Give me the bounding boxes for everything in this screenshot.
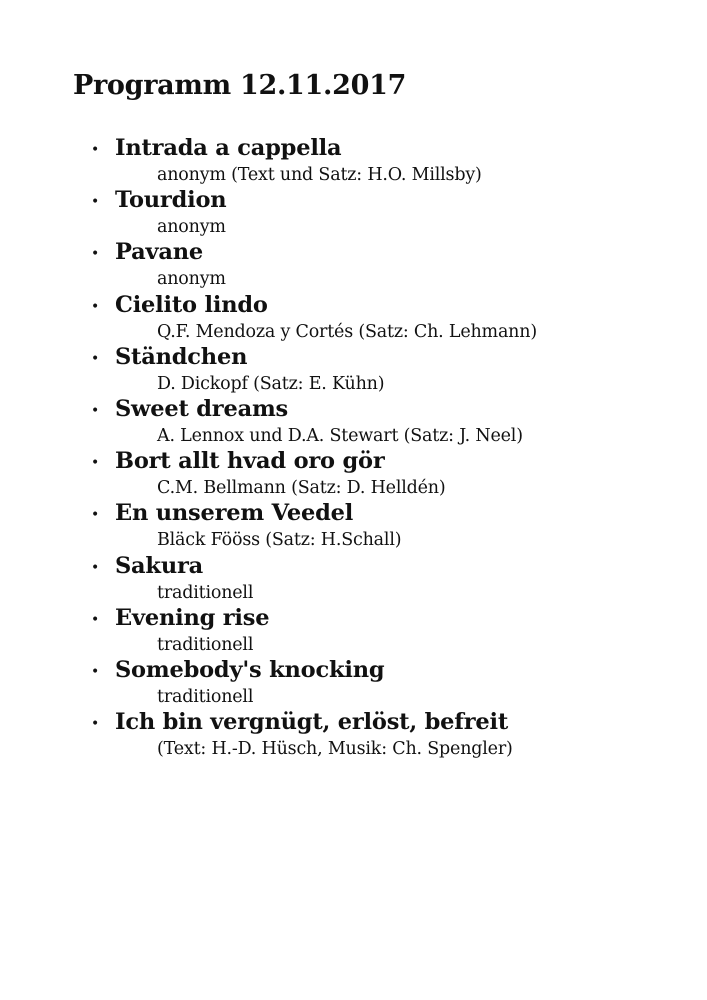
piece-composer: anonym [157, 269, 226, 290]
piece-composer: D. Dickopf (Satz: E. Kühn) [157, 373, 385, 394]
piece-composer: traditionell [157, 634, 254, 655]
program-item [0, 343, 707, 395]
piece-title: Ständchen [115, 343, 248, 370]
program-item [0, 708, 707, 760]
piece-title: Sakura [115, 552, 204, 579]
program-item [0, 186, 707, 238]
program-item [0, 238, 707, 290]
program-item [0, 656, 707, 708]
bullet-icon: • [91, 194, 100, 211]
piece-title: Cielito lindo [115, 291, 268, 318]
program-item [0, 291, 707, 343]
bullet-icon: • [91, 402, 100, 419]
piece-composer: C.M. Bellmann (Satz: D. Helldén) [157, 478, 446, 499]
bullet-icon: • [91, 611, 100, 628]
piece-composer: traditionell [157, 686, 254, 707]
bullet-icon: • [91, 298, 100, 315]
piece-title: Sweet dreams [115, 395, 289, 422]
program-list [0, 134, 707, 760]
bullet-icon: • [91, 455, 100, 472]
program-item [0, 395, 707, 447]
bullet-icon: • [91, 246, 100, 263]
piece-composer: (Text: H.-D. Hüsch, Musik: Ch. Spengler) [157, 739, 513, 760]
piece-title: Pavane [115, 239, 204, 266]
bullet-icon: • [91, 559, 100, 576]
bullet-icon: • [91, 663, 100, 680]
page-title: Programm 12.11.2017 [73, 70, 407, 101]
program-item [0, 499, 707, 551]
program-item [0, 604, 707, 656]
program-item [0, 134, 707, 186]
piece-title: En unserem Veedel [115, 500, 354, 527]
piece-composer: A. Lennox und D.A. Stewart (Satz: J. Neel) [157, 425, 523, 446]
piece-composer: anonym (Text und Satz: H.O. Millsby) [157, 165, 482, 185]
piece-title: Evening rise [115, 604, 270, 631]
bullet-icon: • [91, 507, 100, 524]
program-item [0, 447, 707, 499]
bullet-icon: • [91, 350, 100, 367]
piece-title: Ich bin vergnügt, erlöst, befreit [115, 709, 509, 736]
bullet-icon: • [91, 716, 100, 733]
piece-title: Bort allt hvad oro gör [115, 448, 385, 475]
piece-composer: Bläck Fööss (Satz: H.Schall) [157, 530, 402, 551]
piece-title: Somebody's knocking [115, 656, 385, 683]
piece-composer: traditionell [157, 582, 254, 603]
piece-title: Intrada a cappella [115, 135, 342, 161]
piece-composer: anonym [157, 217, 226, 238]
piece-title: Tourdion [115, 187, 227, 214]
program-item [0, 552, 707, 604]
bullet-icon: • [91, 142, 100, 158]
piece-composer: Q.F. Mendoza y Cortés (Satz: Ch. Lehmann) [157, 321, 537, 342]
